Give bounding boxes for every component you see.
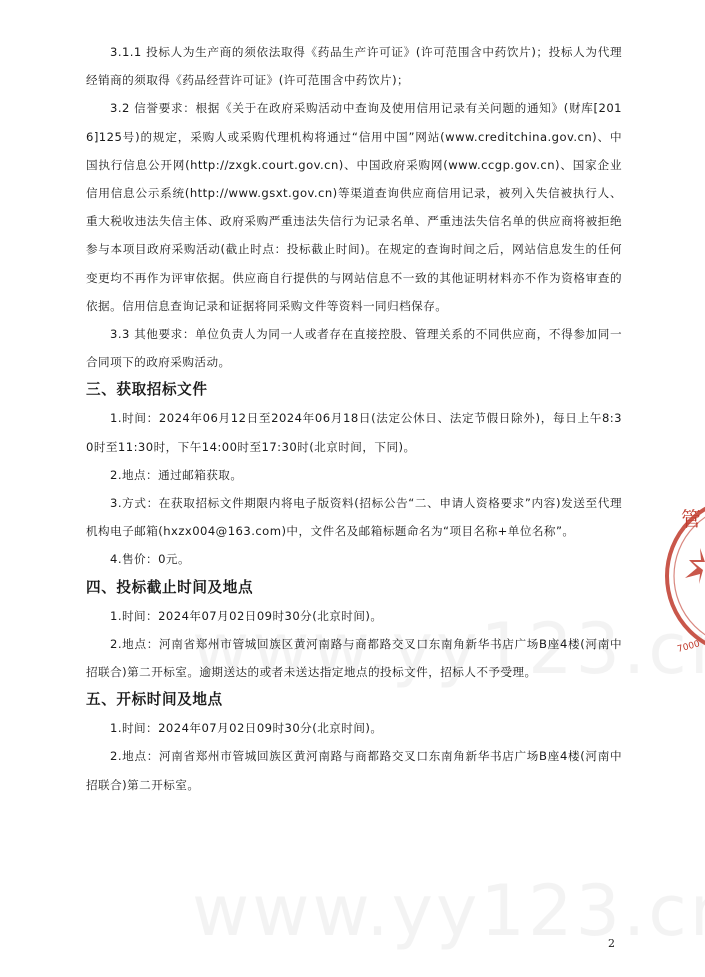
list-item-time: 1.时间：2024年07月02日09时30分(北京时间)。 [110,721,383,736]
paragraph-3-2-credit-requirements: 3.2 信誉要求：根据《关于在政府采购活动中查询及使用信用记录有关问题的通知》(财库[2016]125号)的规定，采购人或采购代理机构将通过“信用中国”网站(www.creditchina.gov.cn)、中国执行信息公开网(http://zxgk.court.gov.cn)、中国政府采购网(www.ccgp.gov.cn)、国家企业信用信息公示系统(http://www.gsxt.gov.cn)等渠道查询供应商信用记录，被列入失信被执行人、重大税收违法失信主体、政府采购严重违法失信行为记录名单、严重违法失信名单的供应商将被拒绝参与本项目政府采购活动(截止时点：投标截止时间)。在规定的查询时间之后，网站信息发生的任何变更均不再作为评审依据。供应商自行提供的与网站信息不一致的其他证明材料亦不作为资格审查的依据。信用信息查询记录和证据将同采购文件等资料一同归档保存。 [86,101,622,313]
list-item-location: 2.地点：河南省郑州市管城回族区黄河南路与商都路交叉口东南角新华书店广场B座4楼(河南中招联合)第二开标室。逾期送达的或者未送达指定地点的投标文件，招标人不予受理。 [86,636,622,680]
paragraph-3-1-1: 3.1.1 投标人为生产商的须依法取得《药品生产许可证》(许可范围含中药饮片)；投标人为代理经销商的须取得《药品经营许可证》(许可范围含中药饮片)； [86,45,622,88]
list-item-time: 1.时间：2024年07月02日09时30分(北京时间)。 [110,608,383,623]
seal-digits: 7000 [676,639,702,655]
list-item-price: 4.售价：0元。 [110,552,191,567]
seal-char: 管 [681,507,701,531]
section-heading-bid-opening: 五、开标时间及地点 [86,691,223,709]
list-item-location: 2.地点：河南省郑州市管城回族区黄河南路与商都路交叉口东南角新华书店广场B座4楼(河南中招联合)第二开标室。 [86,749,622,792]
page-number: 2 [608,937,615,950]
watermark [192,870,705,952]
list-item-time: 1.时间：2024年06月12日至2024年06月18日(法定公休日、法定节假日除外)，每日上午8:30时至11:30时，下午14:00时至17:30时(北京时间，下同)。 [86,411,622,454]
list-item-location: 2.地点：通过邮箱获取。 [110,467,243,482]
paragraph-3-3-other-requirements: 3.3 其他要求：单位负责人为同一人或者存在直接控股、管理关系的不同供应商，不得参加同一合同项下的政府采购活动。 [86,327,622,370]
official-seal [655,486,705,666]
section-heading-obtain-documents: 三、获取招标文件 [86,381,208,399]
document-body [86,38,622,799]
list-item-method: 3.方式：在获取招标文件期限内将电子版资料(招标公告“二、申请人资格要求”内容)发送至代理机构电子邮箱(hxzx004@163.com)中，文件名及邮箱标题命名为“项目名称+单位名称”。 [86,496,622,539]
section-heading-bid-deadline: 四、投标截止时间及地点 [86,578,254,596]
